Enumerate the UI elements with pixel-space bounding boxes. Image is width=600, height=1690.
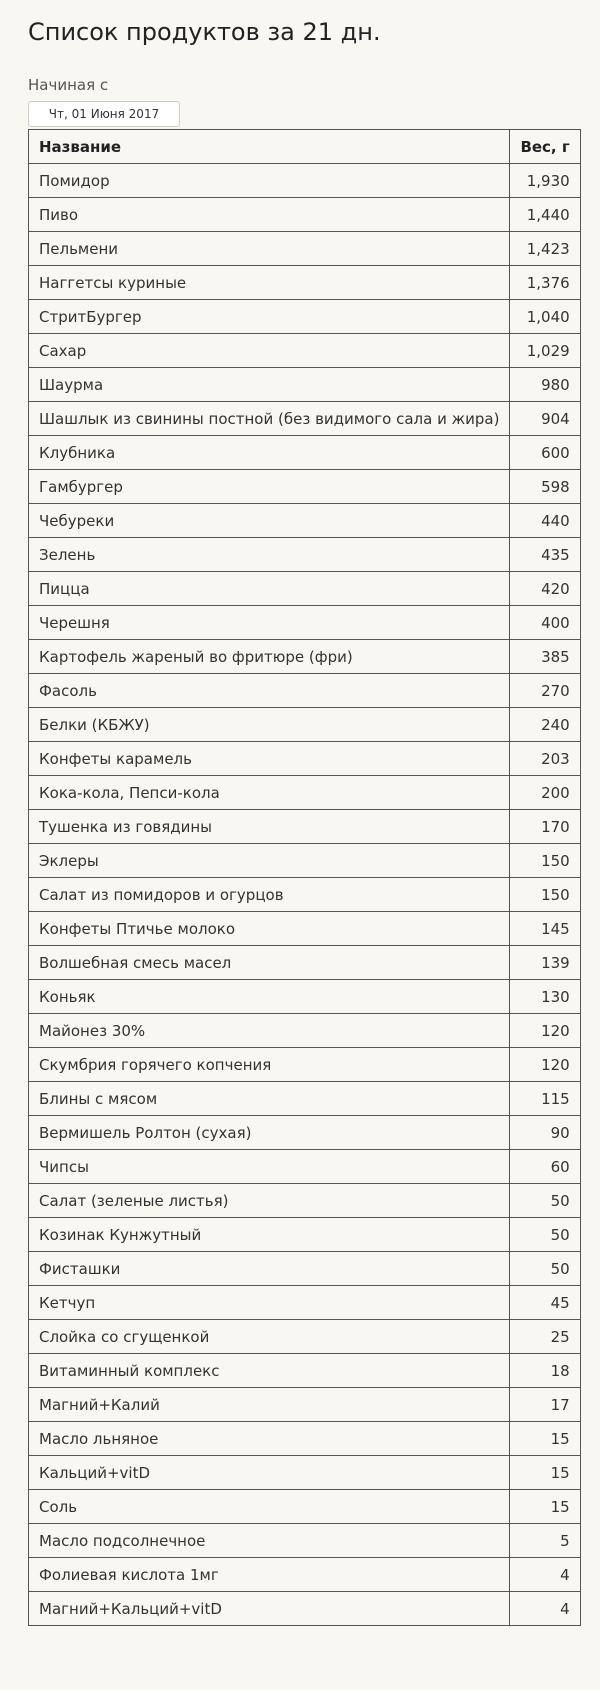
table-row <box>29 504 581 538</box>
product-weight-cell: 5 <box>510 1524 580 1558</box>
product-name-cell: Конфеты Птичье молоко <box>29 912 510 946</box>
product-name-cell: Волшебная смесь масел <box>29 946 510 980</box>
product-name-cell: Салат (зеленые листья) <box>29 1184 510 1218</box>
table-row <box>29 606 581 640</box>
product-weight-cell: 435 <box>510 538 580 572</box>
products-table <box>28 129 581 1626</box>
product-name-cell: Магний+Калий <box>29 1388 510 1422</box>
table-row <box>29 1014 581 1048</box>
product-name-cell: Фолиевая кислота 1мг <box>29 1558 510 1592</box>
product-name-cell: Эклеры <box>29 844 510 878</box>
table-row <box>29 844 581 878</box>
product-weight-cell: 130 <box>510 980 580 1014</box>
product-name-cell: Картофель жареный во фритюре (фри) <box>29 640 510 674</box>
product-weight-cell: 1,930 <box>510 164 580 198</box>
product-weight-cell: 980 <box>510 368 580 402</box>
product-weight-cell: 50 <box>510 1218 580 1252</box>
product-weight-cell: 25 <box>510 1320 580 1354</box>
table-row <box>29 334 581 368</box>
product-weight-cell: 904 <box>510 402 580 436</box>
table-row <box>29 1048 581 1082</box>
product-weight-cell: 240 <box>510 708 580 742</box>
product-name-cell: Конфеты карамель <box>29 742 510 776</box>
table-row <box>29 436 581 470</box>
product-name-cell: Гамбургер <box>29 470 510 504</box>
product-name-cell: Коньяк <box>29 980 510 1014</box>
product-weight-cell: 1,423 <box>510 232 580 266</box>
product-name-cell: Черешня <box>29 606 510 640</box>
table-row <box>29 300 581 334</box>
table-row <box>29 198 581 232</box>
product-weight-cell: 400 <box>510 606 580 640</box>
product-weight-cell: 440 <box>510 504 580 538</box>
product-name-cell: Салат из помидоров и огурцов <box>29 878 510 912</box>
product-name-cell: Тушенка из говядины <box>29 810 510 844</box>
product-name-cell: Чипсы <box>29 1150 510 1184</box>
product-weight-cell: 45 <box>510 1286 580 1320</box>
product-name-cell: СтритБургер <box>29 300 510 334</box>
product-weight-cell: 15 <box>510 1456 580 1490</box>
product-name-cell: Кетчуп <box>29 1286 510 1320</box>
product-weight-cell: 115 <box>510 1082 580 1116</box>
product-weight-cell: 139 <box>510 946 580 980</box>
product-name-cell: Шашлык из свинины постной (без видимого сала и жира) <box>29 402 510 436</box>
product-name-cell: Вермишель Ролтон (сухая) <box>29 1116 510 1150</box>
product-weight-cell: 50 <box>510 1184 580 1218</box>
table-row <box>29 164 581 198</box>
table-row <box>29 232 581 266</box>
table-row <box>29 470 581 504</box>
product-weight-cell: 4 <box>510 1558 580 1592</box>
product-name-cell: Майонез 30% <box>29 1014 510 1048</box>
table-row <box>29 674 581 708</box>
table-row <box>29 1422 581 1456</box>
table-row <box>29 572 581 606</box>
page-title: Список продуктов за 21 дн. <box>28 18 381 46</box>
start-date-label: Начиная с <box>28 76 109 94</box>
product-weight-cell: 4 <box>510 1592 580 1626</box>
product-weight-cell: 15 <box>510 1422 580 1456</box>
table-row <box>29 1320 581 1354</box>
product-name-cell: Козинак Кунжутный <box>29 1218 510 1252</box>
product-name-cell: Блины с мясом <box>29 1082 510 1116</box>
product-name-cell: Наггетсы куриные <box>29 266 510 300</box>
product-name-cell: Сахар <box>29 334 510 368</box>
table-row <box>29 368 581 402</box>
table-row <box>29 1456 581 1490</box>
table-row <box>29 1592 581 1626</box>
table-row <box>29 1082 581 1116</box>
product-name-cell: Масло подсолнечное <box>29 1524 510 1558</box>
product-name-cell: Зелень <box>29 538 510 572</box>
product-weight-cell: 150 <box>510 878 580 912</box>
table-row <box>29 1558 581 1592</box>
table-row <box>29 1490 581 1524</box>
table-row <box>29 1218 581 1252</box>
table-row <box>29 1524 581 1558</box>
product-weight-cell: 1,376 <box>510 266 580 300</box>
table-row <box>29 810 581 844</box>
product-name-cell: Кока-кола, Пепси-кола <box>29 776 510 810</box>
product-name-cell: Пицца <box>29 572 510 606</box>
product-weight-cell: 1,040 <box>510 300 580 334</box>
product-weight-cell: 150 <box>510 844 580 878</box>
product-name-cell: Белки (КБЖУ) <box>29 708 510 742</box>
product-name-cell: Скумбрия горячего копчения <box>29 1048 510 1082</box>
column-header-weight: Вес, г <box>510 130 580 164</box>
table-row <box>29 640 581 674</box>
column-header-name: Название <box>29 130 510 164</box>
product-name-cell: Чебуреки <box>29 504 510 538</box>
product-weight-cell: 600 <box>510 436 580 470</box>
product-weight-cell: 420 <box>510 572 580 606</box>
product-name-cell: Фасоль <box>29 674 510 708</box>
product-name-cell: Пиво <box>29 198 510 232</box>
product-weight-cell: 598 <box>510 470 580 504</box>
product-weight-cell: 120 <box>510 1048 580 1082</box>
table-row <box>29 402 581 436</box>
product-weight-cell: 145 <box>510 912 580 946</box>
product-weight-cell: 120 <box>510 1014 580 1048</box>
product-name-cell: Клубника <box>29 436 510 470</box>
table-row <box>29 1388 581 1422</box>
table-row <box>29 1286 581 1320</box>
table-row <box>29 1252 581 1286</box>
product-name-cell: Слойка со сгущенкой <box>29 1320 510 1354</box>
product-weight-cell: 15 <box>510 1490 580 1524</box>
product-weight-cell: 170 <box>510 810 580 844</box>
table-row <box>29 1116 581 1150</box>
product-weight-cell: 60 <box>510 1150 580 1184</box>
product-weight-cell: 203 <box>510 742 580 776</box>
table-header-row <box>29 130 581 164</box>
product-weight-cell: 270 <box>510 674 580 708</box>
product-name-cell: Масло льняное <box>29 1422 510 1456</box>
table-row <box>29 708 581 742</box>
product-weight-cell: 1,440 <box>510 198 580 232</box>
product-weight-cell: 200 <box>510 776 580 810</box>
product-name-cell: Магний+Кальций+vitD <box>29 1592 510 1626</box>
product-name-cell: Фисташки <box>29 1252 510 1286</box>
product-name-cell: Витаминный комплекс <box>29 1354 510 1388</box>
table-row <box>29 1150 581 1184</box>
table-row <box>29 742 581 776</box>
table-row <box>29 946 581 980</box>
table-row <box>29 266 581 300</box>
table-row <box>29 776 581 810</box>
product-weight-cell: 1,029 <box>510 334 580 368</box>
product-name-cell: Кальций+vitD <box>29 1456 510 1490</box>
table-row <box>29 1354 581 1388</box>
table-row <box>29 980 581 1014</box>
product-name-cell: Помидор <box>29 164 510 198</box>
product-name-cell: Пельмени <box>29 232 510 266</box>
start-date-input[interactable]: Чт, 01 Июня 2017 <box>28 101 180 127</box>
page <box>0 0 600 127</box>
product-name-cell: Соль <box>29 1490 510 1524</box>
product-weight-cell: 50 <box>510 1252 580 1286</box>
table-row <box>29 912 581 946</box>
product-weight-cell: 90 <box>510 1116 580 1150</box>
table-row <box>29 1184 581 1218</box>
product-weight-cell: 385 <box>510 640 580 674</box>
product-weight-cell: 18 <box>510 1354 580 1388</box>
product-weight-cell: 17 <box>510 1388 580 1422</box>
table-row <box>29 538 581 572</box>
product-name-cell: Шаурма <box>29 368 510 402</box>
table-row <box>29 878 581 912</box>
